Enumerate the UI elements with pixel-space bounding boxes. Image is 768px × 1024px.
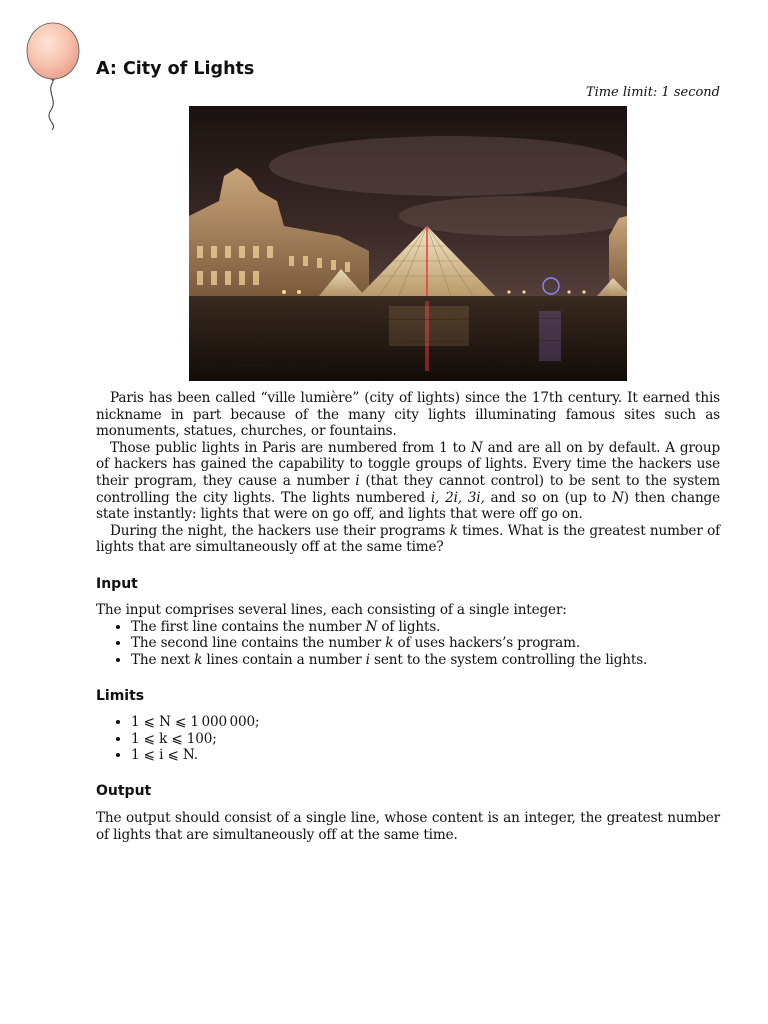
text-run: times. What is the greatest number of lights that are simultaneously off at the same time? bbox=[96, 522, 720, 556]
text-run: (that they cannot control) to be sent to the system controlling the city lights. The lights numbered bbox=[96, 472, 720, 506]
math-var: N bbox=[470, 439, 483, 456]
text-run: and are all on by default. A group of hackers has gained the capability to toggle groups of lights. Every time the hackers use their program, they cause a number bbox=[96, 439, 720, 489]
math-var: N bbox=[365, 618, 378, 635]
text-run: lines contain a number bbox=[202, 651, 366, 668]
louvre-photo bbox=[189, 106, 627, 381]
problem-title: A: City of Lights bbox=[96, 59, 255, 79]
math-var: k bbox=[194, 651, 203, 668]
text-run: The first line contains the number bbox=[131, 618, 366, 635]
list-item: • 1 ⩽ N ⩽ 1 000 000; bbox=[131, 714, 720, 731]
text-run: The second line contains the number bbox=[131, 635, 386, 652]
list-item bbox=[131, 635, 720, 652]
math-var: k bbox=[449, 522, 458, 539]
list-item bbox=[131, 652, 720, 669]
list-item bbox=[131, 619, 720, 636]
statement-paragraph-3 bbox=[96, 523, 720, 556]
text-run: During the night, the hackers use their programs bbox=[110, 522, 450, 539]
limits-section bbox=[96, 714, 720, 764]
text-run: Those public lights in Paris are numbered from 1 to bbox=[110, 439, 471, 456]
statement bbox=[96, 390, 720, 556]
text-run: sent to the system controlling the lights. bbox=[369, 651, 648, 668]
statement-paragraph-1: Paris has been called “ville lumière” (city of lights) since the 17th century. It earned this nickname in part because of the many city lights illuminating famous sites such as monuments, statues, churches, or fountains. bbox=[96, 390, 720, 440]
output-text: The output should consist of a single line, whose content is an integer, the greatest number of lights that are simultaneously off at the same time. bbox=[96, 810, 720, 843]
math-var: i, 2i, 3i, bbox=[430, 489, 485, 506]
text-run: of uses hackers’s program. bbox=[393, 635, 581, 652]
output-heading: Output bbox=[96, 783, 152, 799]
statement-paragraph-2 bbox=[96, 440, 720, 523]
balloon-icon bbox=[22, 20, 84, 132]
limits-list bbox=[96, 714, 720, 764]
text-run: and so on (up to bbox=[484, 489, 612, 506]
output-section bbox=[96, 810, 720, 843]
list-item: • 1 ⩽ i ⩽ N. bbox=[131, 747, 720, 764]
time-limit: Time limit: 1 second bbox=[585, 85, 720, 100]
input-section bbox=[96, 602, 720, 668]
text-run: ) then change state instantly: lights that were on go off, and lights that were off go on. bbox=[96, 489, 721, 523]
text-run: of lights. bbox=[377, 618, 441, 635]
math-var: N bbox=[611, 489, 624, 506]
limits-heading: Limits bbox=[96, 688, 145, 704]
math-var: i bbox=[355, 472, 360, 489]
list-item: • 1 ⩽ k ⩽ 100; bbox=[131, 731, 720, 748]
input-intro: The input comprises several lines, each consisting of a single integer: bbox=[96, 602, 567, 618]
text-run: The next bbox=[131, 651, 195, 668]
math-var: k bbox=[385, 635, 394, 652]
input-list bbox=[96, 619, 720, 669]
input-heading: Input bbox=[96, 576, 138, 592]
math-var: i bbox=[365, 651, 370, 668]
